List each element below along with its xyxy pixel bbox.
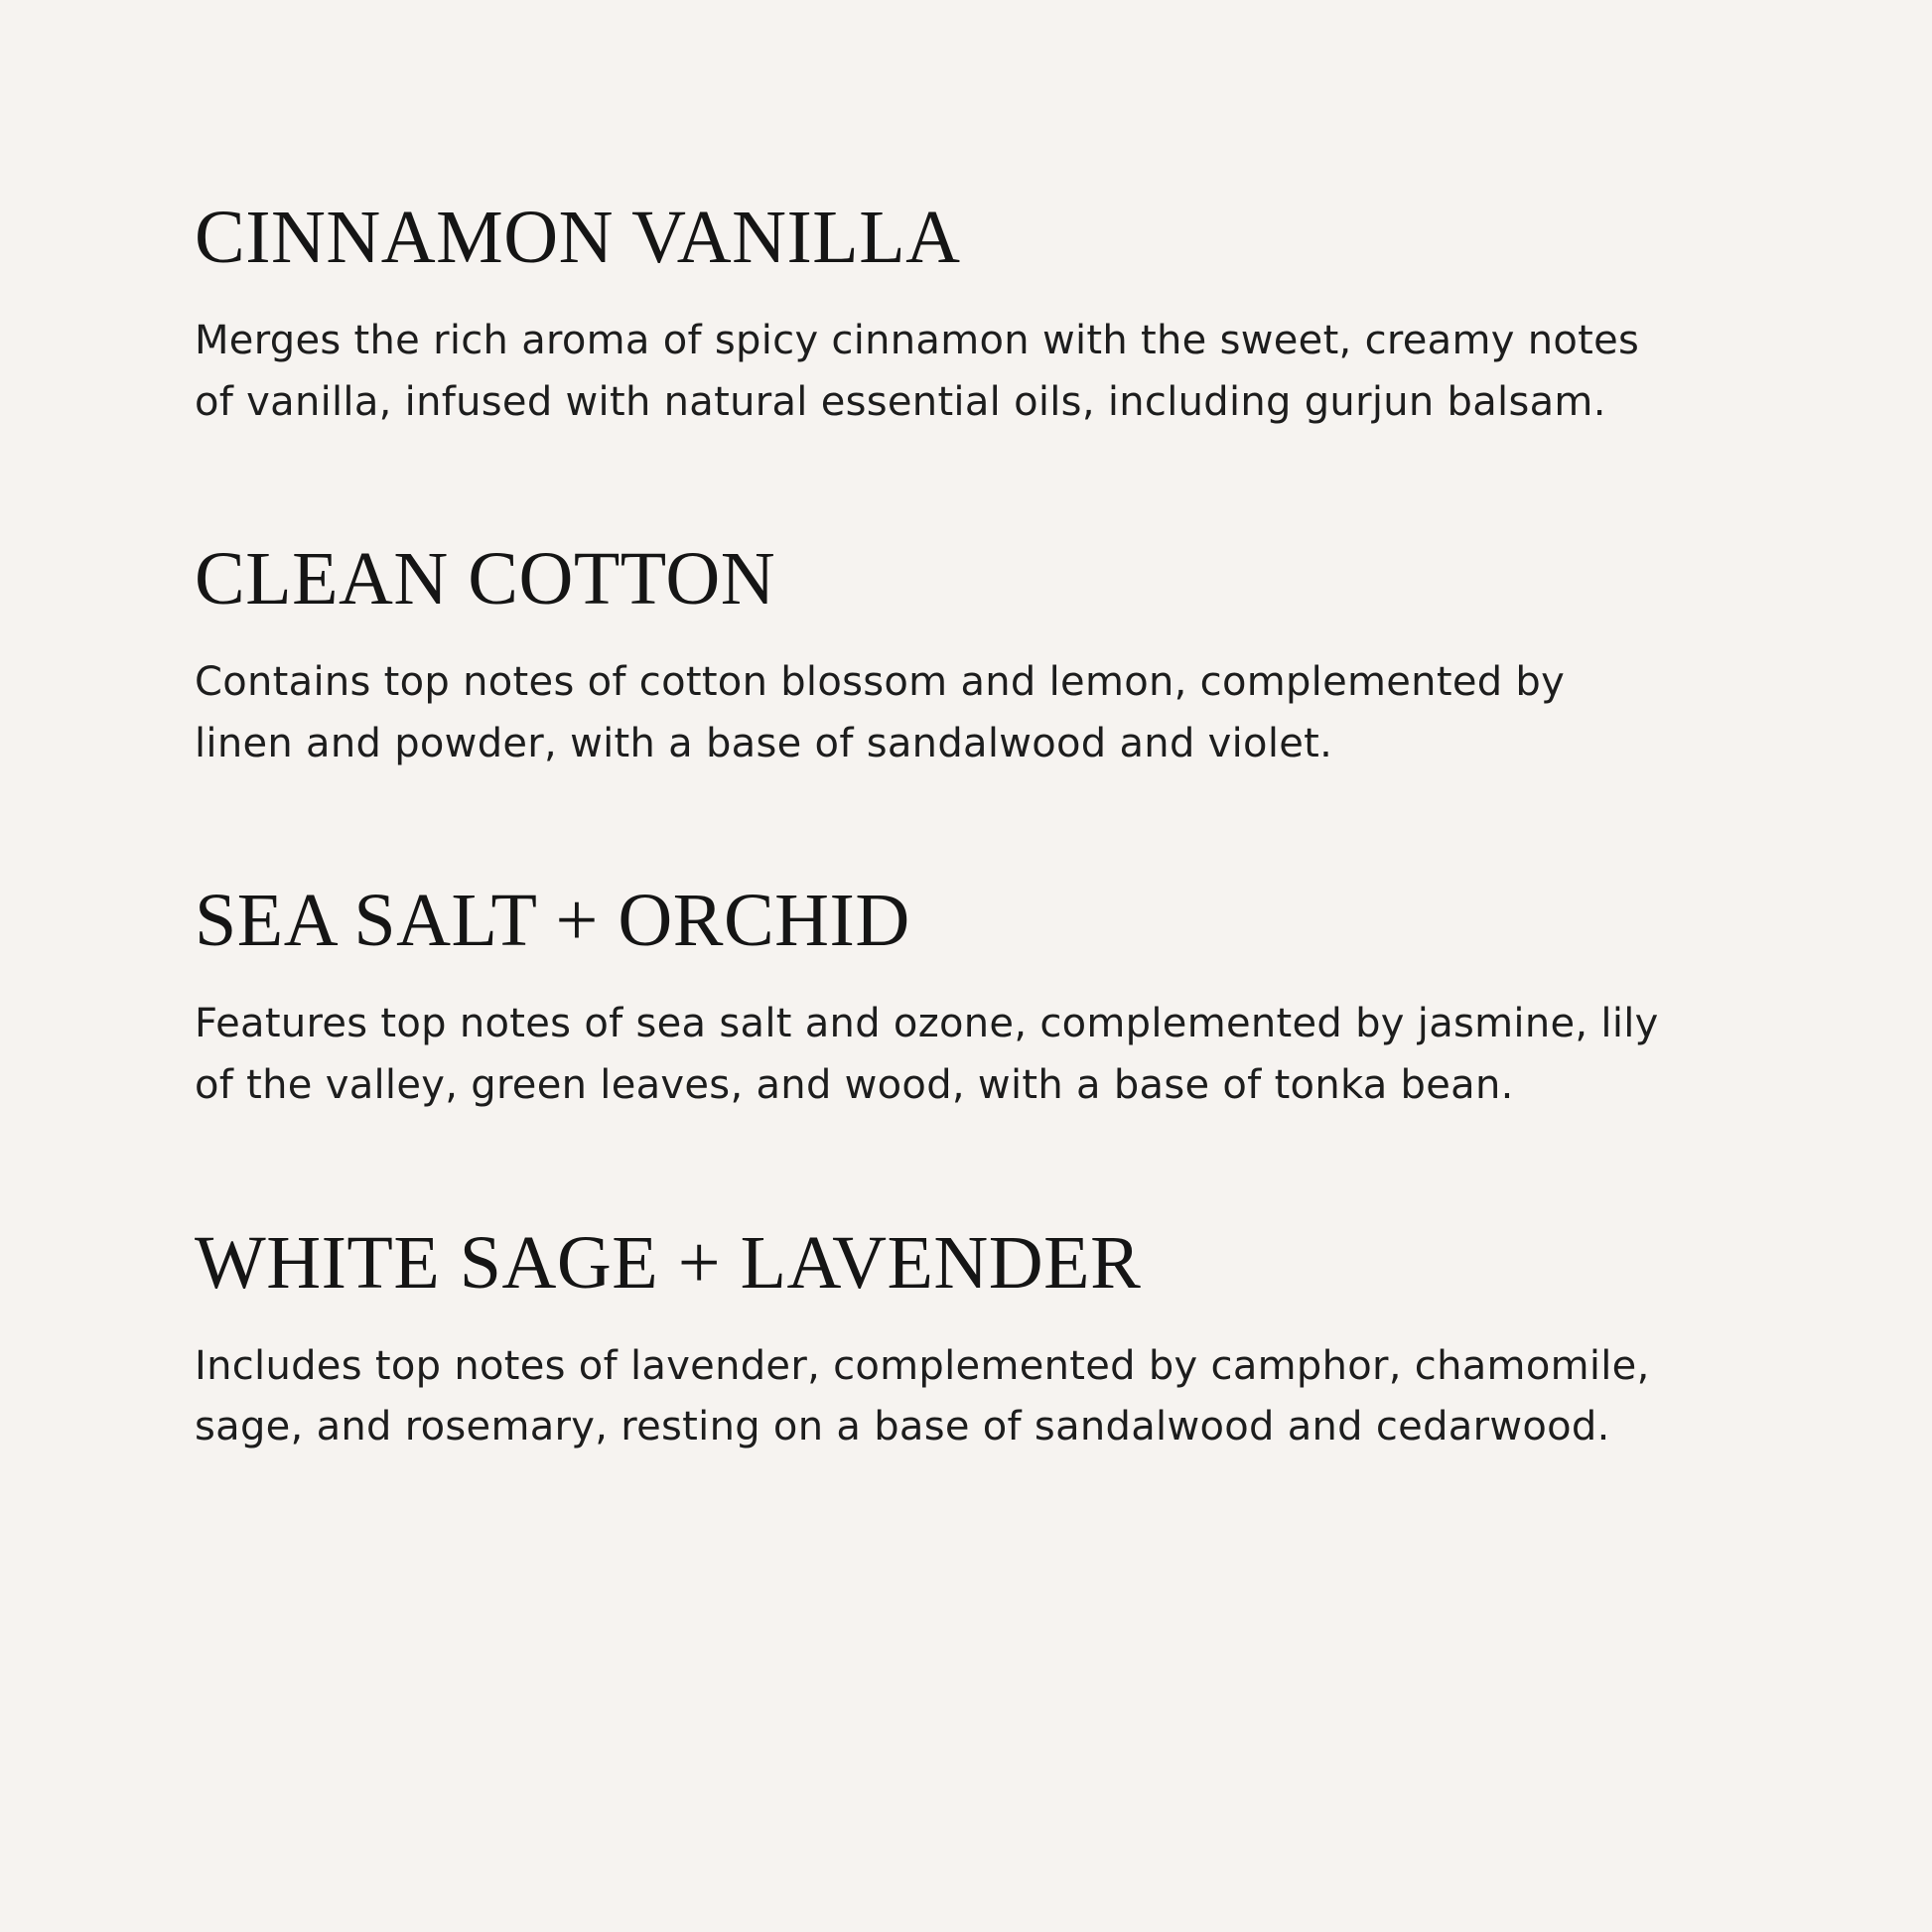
scent-title: CLEAN COTTON [195, 537, 776, 621]
scent-entry-cinnamon-vanilla [195, 196, 1737, 433]
scent-entry-clean-cotton [195, 537, 1737, 774]
scent-title: SEA SALT + ORCHID [195, 879, 910, 963]
scent-title: WHITE SAGE + LAVENDER [195, 1220, 1142, 1305]
scent-title: CINNAMON VANILLA [195, 196, 961, 279]
scent-description: Contains top notes of cotton blossom and lemon, complemented by linen and powder, with a base of sandalwood and violet. [195, 659, 1566, 766]
scent-entry-white-sage-lavender [195, 1220, 1737, 1458]
scent-entry-sea-salt-orchid [195, 879, 1737, 1116]
scent-description: Includes top notes of lavender, complemented by camphor, chamomile, sage, and rosemary, resting on a base of sandalwood and cedarwood. [195, 1342, 1650, 1450]
scent-description: Merges the rich aroma of spicy cinnamon with the sweet, creamy notes of vanilla, infused with natural essential oils, including gurjun balsam. [195, 318, 1640, 425]
scent-description: Features top notes of sea salt and ozone, complemented by jasmine, lily of the valley, green leaves, and wood, with a base of tonka bean. [195, 1001, 1659, 1109]
